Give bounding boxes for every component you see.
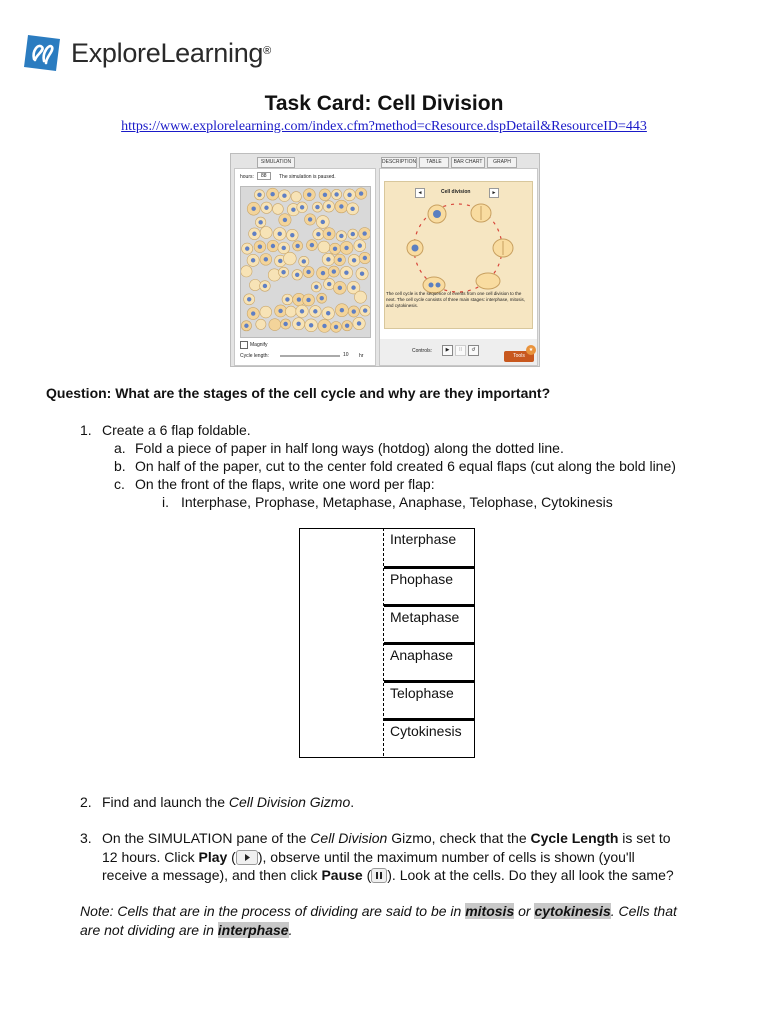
cell-nucleus (307, 192, 311, 196)
mitosis-term: mitosis (465, 903, 515, 919)
step-1b-text: On half of the paper, cut to the center fold created 6 equal flaps (cut along the bold line) (135, 458, 676, 474)
simulation-pane (234, 168, 376, 366)
cell (249, 279, 260, 290)
step-1-number: 1. (80, 422, 92, 438)
step-2-end: . (350, 794, 355, 810)
cell-nucleus (321, 271, 325, 275)
step-1c-letter: c. (114, 476, 125, 492)
logo-wordmark: ExploreLearning (71, 37, 264, 68)
step-1a-letter: a. (114, 440, 126, 456)
step-3-text: receive a message), and then click (102, 867, 322, 883)
cell-nucleus (327, 232, 331, 236)
resource-link[interactable]: https://www.explorelearning.com/index.cfm?method=cResource.dspDetail&ResourceID=443 (121, 119, 647, 134)
cell-nucleus (362, 231, 366, 235)
cell-nucleus (359, 191, 363, 195)
magnify-label: Magnify (250, 342, 268, 348)
cell-nucleus (310, 243, 314, 247)
step-3-line-2 (102, 849, 635, 865)
cell-nucleus (327, 204, 331, 208)
cell-nucleus (338, 286, 342, 290)
step-2 (80, 794, 354, 810)
cell-nucleus (290, 233, 294, 237)
flap-label: Telophase (390, 685, 454, 701)
gizmo-name: Cell Division Gizmo (228, 794, 351, 810)
cell-nucleus (326, 257, 330, 261)
cell-nucleus (297, 297, 301, 301)
flap-label: Cytokinesis (390, 723, 462, 739)
cytokinesis-term: cytokinesis (534, 903, 611, 919)
cell-nucleus (282, 246, 286, 250)
pause-term: Pause (321, 867, 363, 883)
cell (318, 241, 330, 253)
cell-nucleus (251, 207, 255, 211)
step-1b-letter: b. (114, 458, 126, 474)
step-1a-text: Fold a piece of paper in half long ways (hotdog) along the dotted line. (135, 440, 564, 456)
question: Question: What are the stages of the cell cycle and why are they important? (46, 385, 551, 401)
tools-label: Tools (513, 353, 525, 359)
next-arrow-icon: ► (489, 188, 499, 198)
cell-nucleus (295, 273, 299, 277)
cell-nucleus (320, 296, 324, 300)
cell (283, 252, 296, 265)
cell-nucleus (334, 192, 338, 196)
tools-badge-icon: ★ (526, 345, 536, 355)
step-3-text: On the SIMULATION pane of the (102, 830, 311, 846)
cells-illustration (241, 187, 370, 337)
step-3-text: Gizmo, check that the (387, 830, 531, 846)
cell-nucleus (314, 285, 318, 289)
cell-nucleus (322, 324, 326, 328)
note-text: or (514, 903, 535, 919)
cell-nucleus (247, 297, 251, 301)
cell-nucleus (258, 244, 262, 248)
cell-nucleus (347, 193, 351, 197)
note-line-1 (80, 903, 677, 919)
cell-nucleus (363, 256, 367, 260)
cell-nucleus (257, 193, 261, 197)
step-1b (114, 458, 676, 474)
flap-label: Metaphase (390, 609, 460, 625)
step-2-number: 2. (80, 794, 92, 810)
cell (241, 266, 252, 277)
cell-nucleus (271, 244, 275, 248)
cell-nucleus (302, 259, 306, 263)
cell-cycle-description: The cell cycle is the sequence of events from one cell division to the next. The cell cycle consists of three main stages: interphase, mitosis, and cytokinesis. (386, 291, 525, 308)
cell-nucleus (252, 232, 256, 236)
explorelearning-logo (22, 30, 271, 76)
cell-nucleus (360, 271, 364, 275)
foldable-left-half (299, 528, 384, 758)
step-3-text: 12 hours. Click (102, 849, 199, 865)
cell-nucleus (351, 285, 355, 289)
step-1c-text: On the front of the flaps, write one word per flap: (135, 476, 435, 492)
step-3-text: ( (362, 867, 372, 883)
cell-nucleus (281, 270, 285, 274)
cell-division-title: Cell division (441, 189, 471, 195)
explorelearning-logo-icon (22, 33, 62, 73)
cell (269, 319, 281, 331)
cell-nucleus (296, 322, 300, 326)
note-line-2 (80, 922, 292, 938)
cell-nucleus (321, 220, 325, 224)
step-1-text: Create a 6 flap foldable. (102, 422, 251, 438)
pause-icon: II (455, 345, 466, 356)
cell (260, 226, 272, 238)
cell-nucleus (283, 322, 287, 326)
cycle-length-label: Cycle length: (240, 353, 269, 359)
cell-nucleus (339, 234, 343, 238)
cell-nucleus (295, 244, 299, 248)
cell-nucleus (270, 192, 274, 196)
cell-nucleus (340, 308, 344, 312)
cycle-length-slider (280, 355, 340, 357)
cell-nucleus (326, 311, 330, 315)
cell-nucleus (333, 247, 337, 251)
cell-nucleus (258, 220, 262, 224)
note-text: are not dividing are in (80, 922, 218, 938)
flap-label: Phophase (390, 571, 454, 587)
cell-nucleus (332, 269, 336, 273)
cell-nucleus (245, 246, 249, 250)
play-icon: ▶ (442, 345, 453, 356)
tab-simulation: SIMULATION (257, 157, 295, 168)
cell-nucleus (264, 206, 268, 210)
tab-bar-chart: BAR CHART (451, 157, 485, 168)
play-term: Play (198, 849, 228, 865)
step-3-line-3 (102, 867, 674, 883)
step-3-text: ), observe until the maximum number of cells is shown (you'll (257, 849, 635, 865)
cell-nucleus (306, 298, 310, 302)
controls-label: Controls: (412, 348, 433, 354)
cell-nucleus (357, 321, 361, 325)
cell-nucleus (278, 259, 282, 263)
tab-table: TABLE (419, 157, 449, 168)
cell-nucleus (350, 207, 354, 211)
step-1ci (162, 494, 613, 510)
cell-nucleus (358, 243, 362, 247)
cycle-length-term: Cycle Length (530, 830, 619, 846)
step-3-text: ( (227, 849, 236, 865)
flap-label: Interphase (390, 531, 457, 547)
flap (384, 680, 475, 721)
cell-nucleus (316, 232, 320, 236)
page-title: Task Card: Cell Division (264, 92, 504, 115)
note-text: Note: Cells that are in the process of dividing are said to be in (80, 903, 466, 919)
prev-arrow-icon: ◄ (415, 188, 425, 198)
cell-nucleus (352, 309, 356, 313)
cycle-length-unit: hr (359, 353, 364, 359)
tools-button (504, 347, 534, 362)
flap-label: Anaphase (390, 647, 454, 663)
cell (354, 291, 366, 303)
pause-icon (371, 868, 387, 883)
cell (291, 192, 301, 202)
cell-nucleus (313, 309, 317, 313)
cell-nucleus (338, 258, 342, 262)
cell-nucleus (323, 193, 327, 197)
flap (384, 566, 475, 607)
cell-dish (240, 186, 371, 338)
interphase-term: interphase (217, 922, 289, 938)
description-pane (379, 168, 538, 366)
cell-nucleus (300, 309, 304, 313)
hours-label: hours: (240, 174, 254, 180)
reset-icon: ↺ (468, 345, 479, 356)
cycle-length-value: 10 (343, 352, 349, 358)
cell-nucleus (339, 204, 343, 208)
cell-nucleus (345, 323, 349, 327)
cell-nucleus (282, 193, 286, 197)
controls-bar (380, 339, 537, 365)
cell-nucleus (300, 205, 304, 209)
flap (384, 604, 475, 645)
cell-nucleus (251, 258, 255, 262)
step-3-line-1 (80, 830, 671, 846)
cell-nucleus (264, 257, 268, 261)
cell-nucleus (344, 246, 348, 250)
gizmo-name: Cell Division (310, 830, 388, 846)
magnify-checkbox (240, 341, 248, 349)
step-3-text: ). Look at the cells. Do they all look the same? (387, 867, 674, 883)
step-3-text: is set to (618, 830, 671, 846)
cell-nucleus (285, 297, 289, 301)
step-1ci-text: Interphase, Prophase, Metaphase, Anaphase, Telophase, Cytokinesis (181, 494, 613, 510)
cell (273, 204, 284, 215)
note-text: . (288, 922, 293, 938)
step-1 (80, 422, 251, 438)
cell-nucleus (291, 208, 295, 212)
flap (384, 528, 475, 567)
step-2-text: Find and launch the (102, 794, 229, 810)
cell (285, 306, 296, 317)
cell-nucleus (327, 282, 331, 286)
cell-nucleus (334, 325, 338, 329)
play-icon (236, 850, 258, 865)
cell-nucleus (309, 323, 313, 327)
cell (260, 306, 272, 318)
step-1a (114, 440, 564, 456)
simulation-status: The simulation is paused. (279, 174, 336, 180)
tab-graph: GRAPH (487, 157, 517, 168)
cell-nucleus (283, 218, 287, 222)
gizmo-screenshot (230, 153, 540, 367)
cell-nucleus (251, 311, 255, 315)
cell (256, 319, 266, 329)
step-1ci-numeral: i. (162, 494, 169, 510)
cell-nucleus (352, 258, 356, 262)
registered-mark: ® (263, 45, 272, 57)
cell-nucleus (278, 309, 282, 313)
cell-nucleus (344, 270, 348, 274)
cell-nucleus (308, 217, 312, 221)
step-1c (114, 476, 435, 492)
hours-value: 88 (257, 172, 271, 180)
flap (384, 718, 475, 758)
cell-nucleus (363, 308, 367, 312)
cell-nucleus (306, 270, 310, 274)
cell-nucleus (263, 284, 267, 288)
tab-description: DESCRIPTION (381, 157, 417, 168)
note-text: . Cells that (610, 903, 677, 919)
cell-nucleus (315, 205, 319, 209)
step-3-number: 3. (80, 830, 92, 846)
cell-nucleus (278, 232, 282, 236)
cell-nucleus (244, 324, 248, 328)
flap (384, 642, 475, 683)
cell-nucleus (351, 232, 355, 236)
